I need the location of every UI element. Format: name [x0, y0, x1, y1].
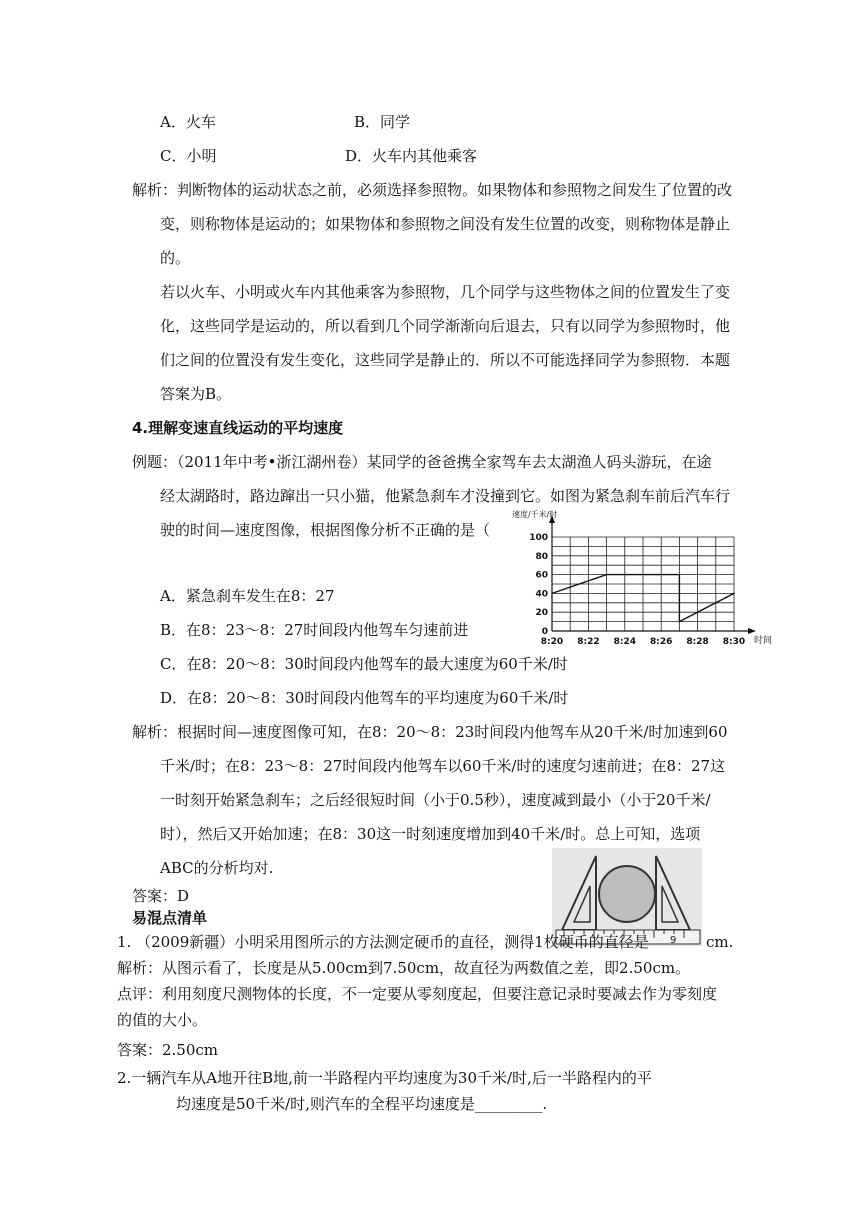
speed-data-point — [733, 593, 735, 595]
q1-answer: 答案：2.50cm — [117, 1041, 219, 1059]
y-tick-label: 0 — [541, 627, 548, 637]
x-tick-label: 8:28 — [686, 637, 709, 647]
example-option: D．在8：20～8：30时间段内他驾车的平均速度为60千米/时 — [160, 689, 569, 707]
analysis-line: 解析：根据时间—速度图像可知，在8：20～8：23时间段内他驾车从20千米/时加速到60 — [132, 723, 728, 741]
speed-data-point — [679, 621, 681, 623]
y-axis-label: 速度/千米/时 — [512, 510, 558, 519]
analysis1-line: 化，这些同学是运动的，所以看到几个同学渐渐向后退去，只有以同学为参照物时，他 — [160, 317, 731, 335]
q1-analysis: 解析：从图示看了，长度是从5.00cm到7.50cm，故直径为两数值之差，即2.50cm。 — [117, 959, 691, 977]
x-axis-arrow — [748, 628, 756, 634]
ruler-digit: 9 — [670, 935, 677, 946]
option-d: D．火车内其他乘客 — [345, 147, 478, 165]
y-tick-label: 80 — [535, 551, 548, 562]
x-tick-label: 8:20 — [540, 637, 564, 647]
example-option: A．紧急刹车发生在8：27 — [160, 587, 335, 605]
speed-data-point — [551, 593, 553, 595]
analysis-line: ABC的分析均对. — [160, 859, 274, 877]
example-line: 驶的时间—速度图像，根据图像分析不正确的是（ — [160, 521, 491, 539]
analysis1-line: 解析：判断物体的运动状态之前，必须选择参照物。如果物体和参照物之间发生了位置的改 — [132, 181, 733, 199]
example-option: C．在8：20～8：30时间段内他驾车的最大速度为60千米/时 — [160, 655, 568, 673]
q1-comment: 点评：利用刻度尺测物体的长度，不一定要从零刻度起，但要注意记录时要减去作为零刻度 — [117, 985, 718, 1003]
coin — [599, 866, 655, 922]
analysis1-line: 若以火车、小明或火车内其他乘客为参照物，几个同学与这些物体之间的位置发生了变 — [160, 283, 731, 301]
analysis1-line: 们之间的位置没有发生变化，这些同学是静止的．所以不可能选择同学为参照物．本题 — [160, 351, 731, 369]
option-b: B．同学 — [354, 113, 411, 131]
section-heading: 4.理解变速直线运动的平均速度 — [132, 419, 344, 437]
q1-text: 1. （2009新疆）小明采用图所示的方法测定硬币的直径，测得1枚硬币的直径是 — [117, 933, 649, 951]
example-line: 例题：（2011年中考•浙江湖州卷）某同学的爸爸携全家驾车去太湖渔人码头游玩，在途 — [132, 453, 712, 471]
analysis1-line: 变，则称物体是运动的；如果物体和参照物之间没有发生位置的改变，则称物体是静止 — [160, 215, 731, 233]
analysis-line: 千米/时；在8：23～8：27时间段内他驾车以60千米/时的速度匀速前进；在8：27这 — [160, 757, 726, 775]
analysis1-line: 答案为B。 — [160, 385, 232, 403]
q2-text: 均速度是50千米/时,则汽车的全程平均速度是_________. — [176, 1095, 548, 1113]
speed-time-chart — [510, 505, 773, 650]
y-tick-label: 60 — [535, 570, 548, 581]
example-option: B．在8：23～8：27时间段内他驾车匀速前进 — [160, 621, 469, 639]
confusion-heading: 易混点清单 — [132, 909, 208, 927]
speed-data-point — [606, 574, 608, 576]
x-axis-label: 时间 — [754, 636, 773, 646]
speed-data-point — [679, 574, 681, 576]
example-line: 经太湖路时，路边蹿出一只小猫，他紧急刹车才没撞到它。如图为紧急刹车前后汽车行 — [160, 487, 731, 505]
q1-unit: cm. — [706, 933, 734, 951]
q2-text: 2.一辆汽车从A地开往B地,前一半路程内平均速度为30千米/时,后一半路程内的平 — [117, 1069, 652, 1087]
answer-text: 答案：D — [132, 887, 190, 905]
analysis-line: 一时刻开始紧急刹车；之后经很短时间（小于0.5秒），速度减到最小（小于20千米/ — [160, 791, 711, 809]
x-tick-label: 8:24 — [613, 637, 636, 647]
y-tick-label: 100 — [529, 533, 548, 543]
option-c: C．小明 — [160, 147, 217, 165]
analysis1-line: 的。 — [160, 249, 191, 267]
y-tick-label: 20 — [535, 608, 548, 619]
q1-comment: 的值的大小。 — [117, 1011, 208, 1029]
y-tick-label: 40 — [535, 589, 548, 600]
option-a: A．火车 — [160, 113, 216, 131]
x-tick-label: 8:30 — [722, 637, 746, 647]
analysis-line: 时），然后又开始加速；在8：30这一时刻速度增加到40千米/时。总上可知，选项 — [160, 825, 701, 843]
x-tick-label: 8:26 — [650, 637, 673, 647]
x-tick-label: 8:22 — [577, 637, 600, 647]
